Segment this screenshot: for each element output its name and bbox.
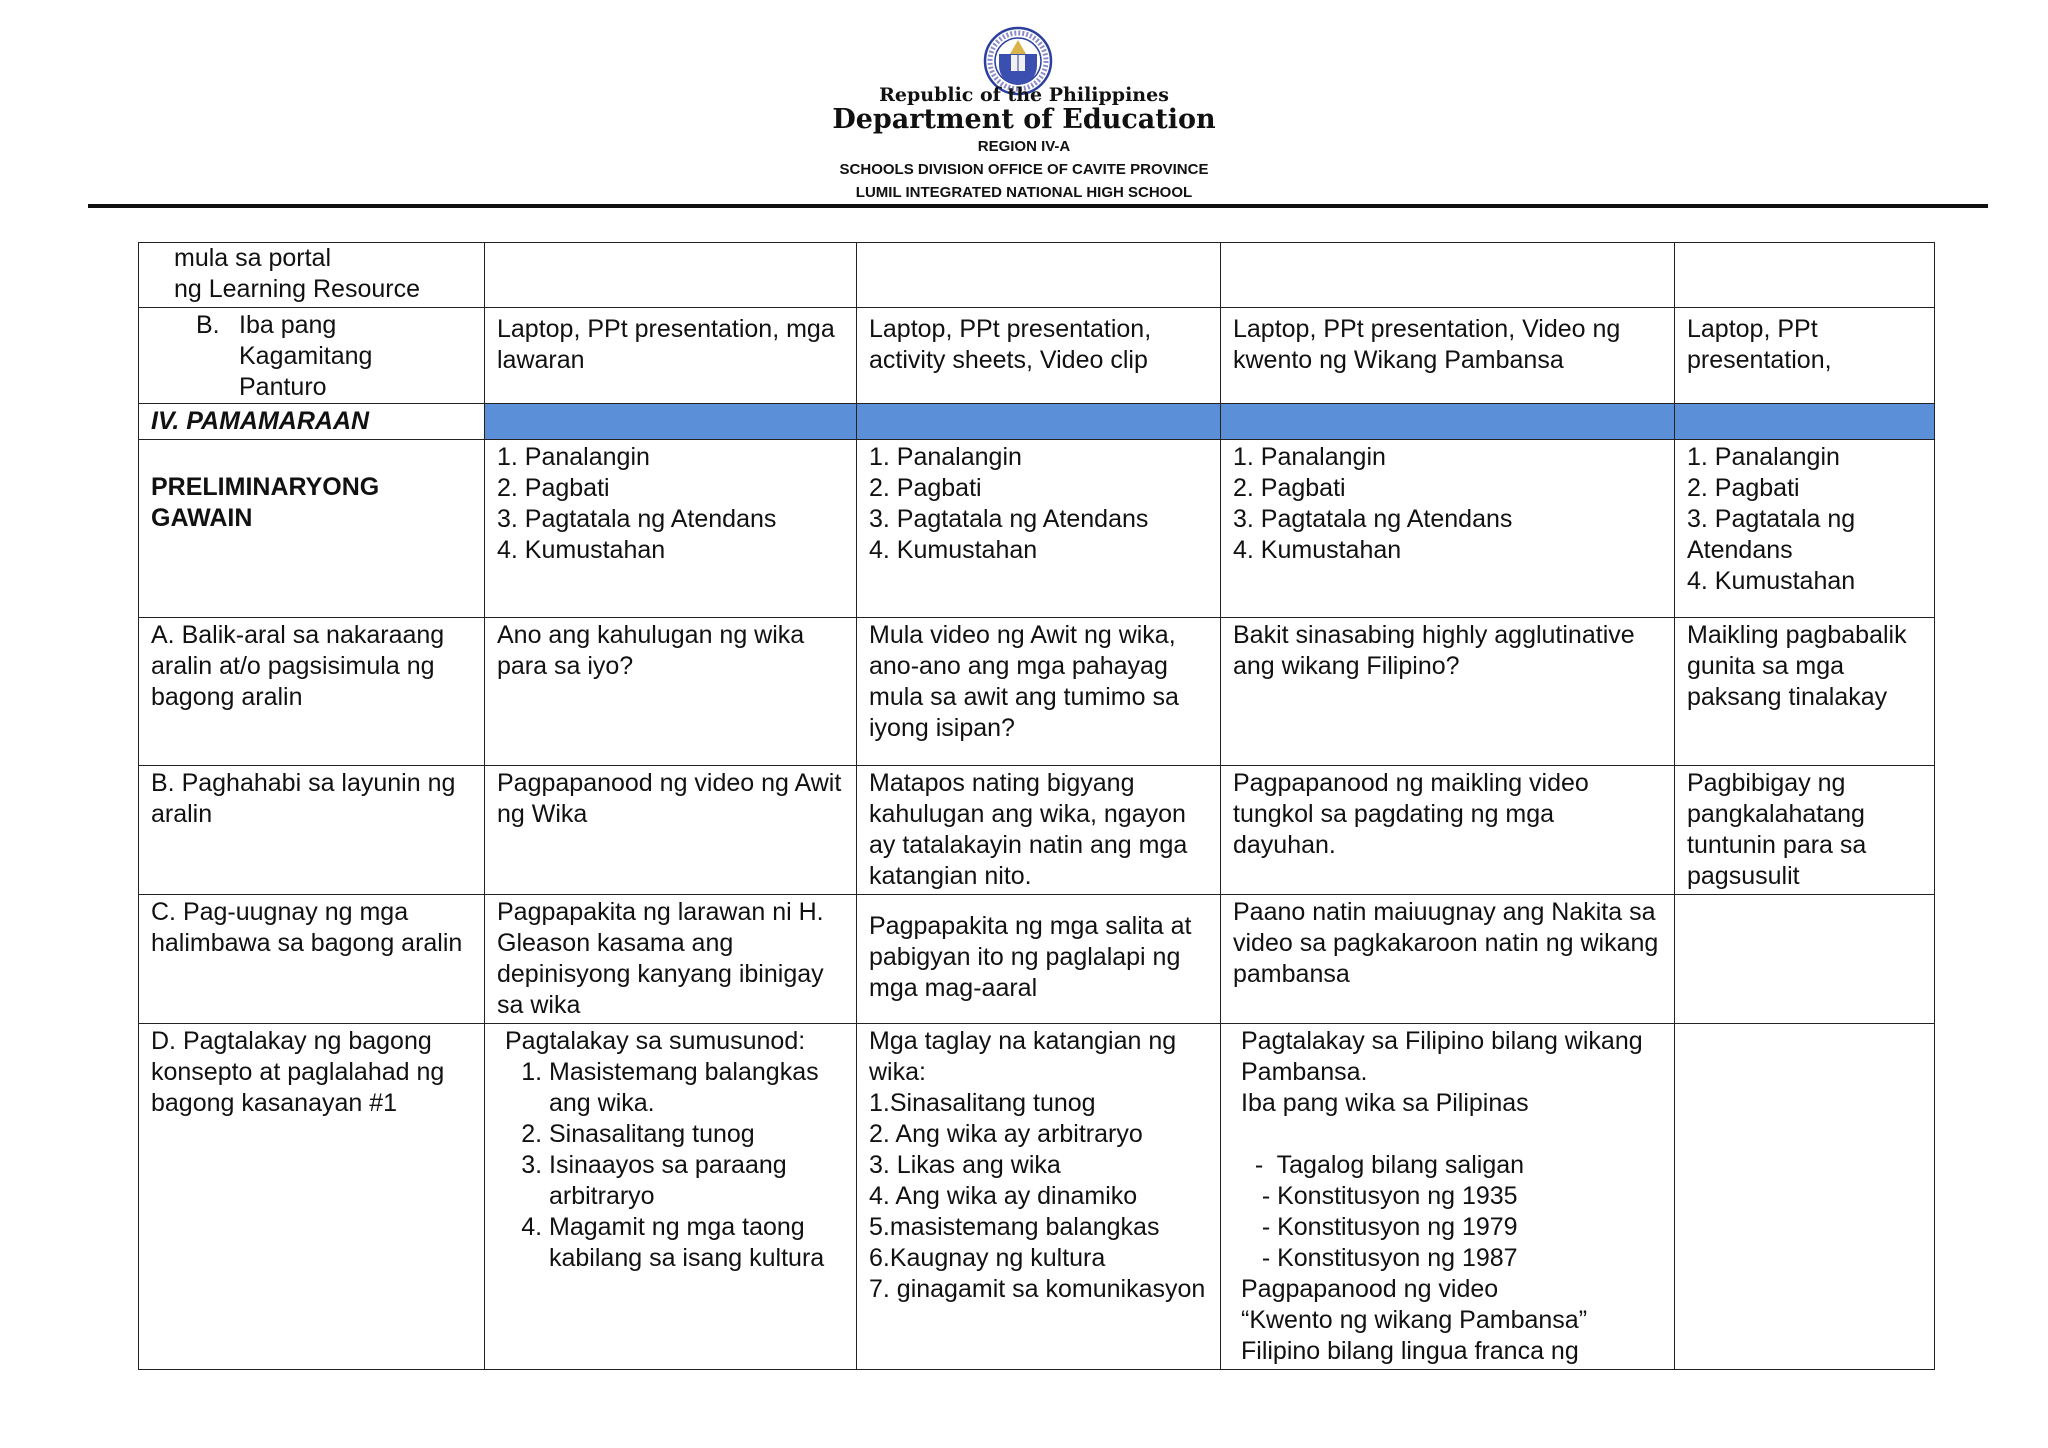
table-cell: Pagbibigay ng pangkalahatang tuntunin para sa pagsusulit	[1675, 766, 1935, 895]
row-label: B. Paghahabi sa layunin ng aralin	[139, 766, 485, 895]
region-line: REGION IV-A	[977, 138, 1071, 155]
header-divider	[88, 204, 1988, 208]
table-row	[139, 1024, 1935, 1370]
row-label: C. Pag-uugnay ng mga halimbawa sa bagong aralin	[139, 895, 485, 1024]
row-label: mula sa portal ng Learning Resource	[139, 243, 485, 308]
table-cell	[485, 243, 857, 308]
discussion-list	[505, 1057, 844, 1274]
table-cell: Mula video ng Awit ng wika, ano-ano ang mga pahayag mula sa awit ang tumimo sa iyong isipan?	[857, 618, 1221, 766]
row-label: B. Iba pang Kagamitang Panturo	[139, 308, 485, 404]
table-row	[139, 440, 1935, 618]
table-cell: Pagpapakita ng mga salita at pabigyan ito ng paglalapi ng mga mag-aaral	[857, 895, 1221, 1024]
school-line: LUMIL INTEGRATED NATIONAL HIGH SCHOOL	[855, 184, 1193, 201]
table-row	[139, 766, 1935, 895]
table-cell: Laptop, PPt presentation,	[1675, 308, 1935, 404]
table-cell	[1221, 243, 1675, 308]
section-band	[857, 404, 1221, 440]
table-cell: Mga taglay na katangian ng wika: 1.Sinasalitang tunog 2. Ang wika ay arbitraryo 3. Likas ang wika 4. Ang wika ay dinamiko 5.masistemang balangkas 6.Kaugnay ng kultura 7. ginagamit sa komunikasyon	[857, 1024, 1221, 1370]
section-heading: IV. PAMAMARAAN	[139, 404, 485, 440]
table-cell	[1675, 895, 1935, 1024]
table-cell: Maikling pagbabalik gunita sa mga paksang tinalakay	[1675, 618, 1935, 766]
list-item: 4. Magamit ng mga taong kabilang sa isang kultura	[549, 1212, 844, 1274]
division-line: SCHOOLS DIVISION OFFICE OF CAVITE PROVINCE	[839, 161, 1209, 178]
table-cell: Ano ang kahulugan ng wika para sa iyo?	[485, 618, 857, 766]
section-band	[485, 404, 857, 440]
list-item: 1. Masistemang balangkas ang wika.	[549, 1057, 844, 1119]
table-cell: Pagtalakay sa sumusunod: 1. Masistemang balangkas ang wika. 2. Sinasalitang tunog 3. Isinaayos sa paraang arbitraryo 4. Magamit ng mga taong kabilang sa isang kultura	[485, 1024, 857, 1370]
section-band	[1675, 404, 1935, 440]
table-cell: Laptop, PPt presentation, mga lawaran	[485, 308, 857, 404]
row-label: A. Balik-aral sa nakaraang aralin at/o pagsisimula ng bagong aralin	[139, 618, 485, 766]
table-cell	[1675, 243, 1935, 308]
list-item: 2. Sinasalitang tunog	[549, 1119, 844, 1150]
department-title: Department of Education	[832, 104, 1216, 135]
table-cell: Paano natin maiuugnay ang Nakita sa video sa pagkakaroon natin ng wikang pambansa	[1221, 895, 1675, 1024]
letterhead	[0, 0, 2048, 210]
table-row	[139, 243, 1935, 308]
table-cell: Laptop, PPt presentation, activity sheets, Video clip	[857, 308, 1221, 404]
table-cell: Laptop, PPt presentation, Video ng kwento ng Wikang Pambansa	[1221, 308, 1675, 404]
table-cell: Pagpapakita ng larawan ni H. Gleason kasama ang depinisyong kanyang ibinigay sa wika	[485, 895, 857, 1024]
section-row	[139, 404, 1935, 440]
table-cell: 1. Panalangin 2. Pagbati 3. Pagtatala ng Atendans 4. Kumustahan	[485, 440, 857, 618]
section-band	[1221, 404, 1675, 440]
table-cell	[857, 243, 1221, 308]
table-cell: Pagpapanood ng video ng Awit ng Wika	[485, 766, 857, 895]
table-row	[139, 895, 1935, 1024]
lesson-plan-table	[138, 242, 1935, 1370]
table-cell: Bakit sinasabing highly agglutinative ang wikang Filipino?	[1221, 618, 1675, 766]
table-cell: 1. Panalangin 2. Pagbati 3. Pagtatala ng Atendans 4. Kumustahan	[857, 440, 1221, 618]
table-row	[139, 308, 1935, 404]
table-cell: Pagtalakay sa Filipino bilang wikang Pambansa. Iba pang wika sa Pilipinas - Tagalog bilang saligan - Konstitusyon ng 1935 - Konstitusyon ng 1979 - Konstitusyon ng 1987 Pagpapanood ng video “Kwento ng wikang Pambansa” Filipino bilang lingua franca ng	[1221, 1024, 1675, 1370]
table-cell: 1. Panalangin 2. Pagbati 3. Pagtatala ng Atendans 4. Kumustahan	[1675, 440, 1935, 618]
republic-line: Republic of the Philippines	[879, 84, 1169, 106]
table-cell: Pagpapanood ng maikling video tungkol sa pagdating ng mga dayuhan.	[1221, 766, 1675, 895]
table-row	[139, 618, 1935, 766]
list-item: 3. Isinaayos sa paraang arbitraryo	[549, 1150, 844, 1212]
table-cell: 1. Panalangin 2. Pagbati 3. Pagtatala ng Atendans 4. Kumustahan	[1221, 440, 1675, 618]
row-label: D. Pagtalakay ng bagong konsepto at paglalahad ng bagong kasanayan #1	[139, 1024, 485, 1370]
table-cell	[1675, 1024, 1935, 1370]
table-cell: Matapos nating bigyang kahulugan ang wika, ngayon ay tatalakayin natin ang mga katangian nito.	[857, 766, 1221, 895]
row-label: PRELIMINARYONG GAWAIN	[139, 440, 485, 618]
